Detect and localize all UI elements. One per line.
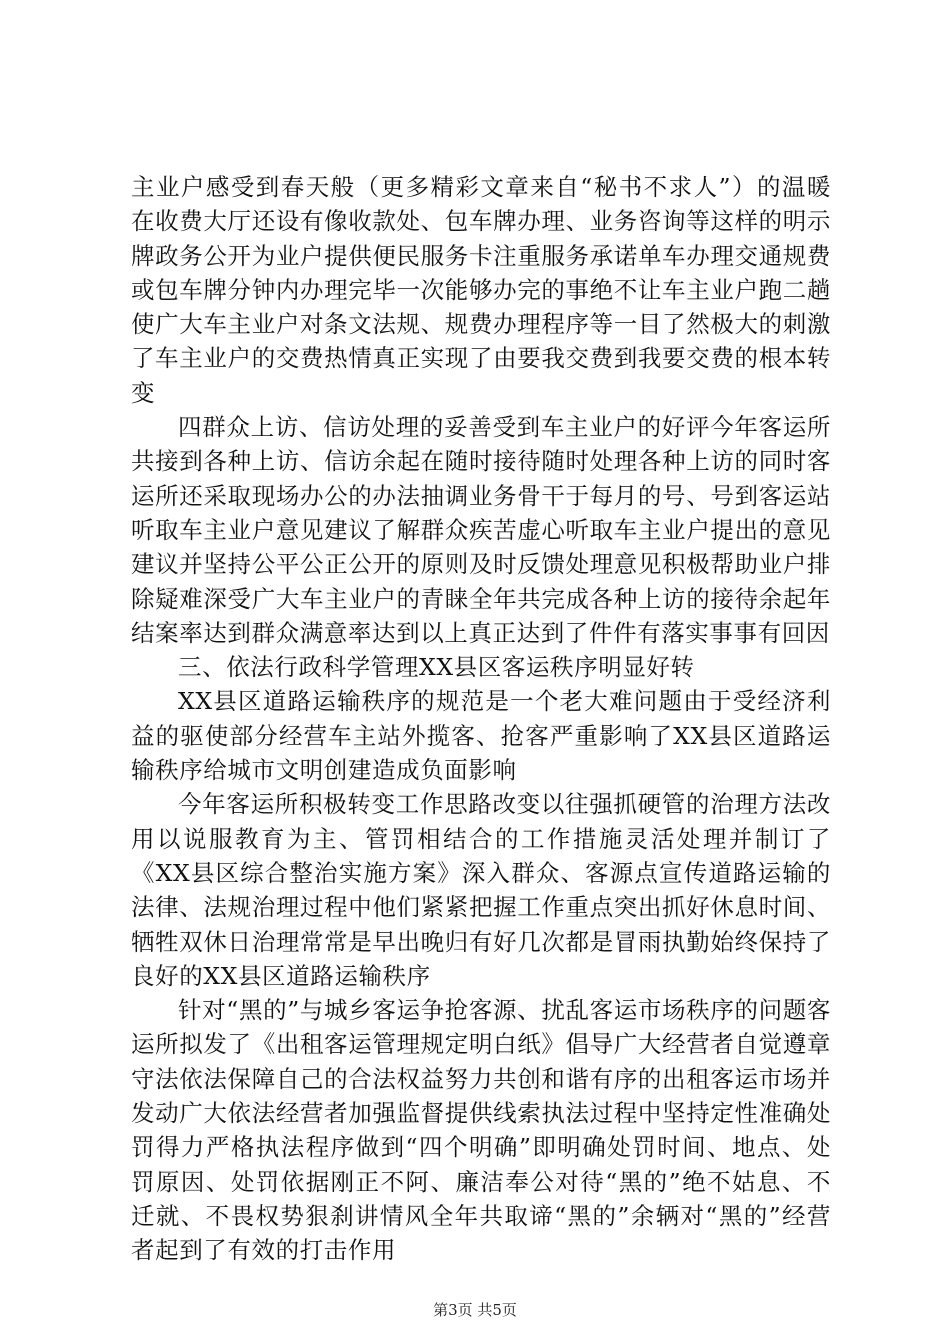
paragraph: XX县区道路运输秩序的规范是一个老大难问题由于受经济利益的驱使部分经营车主站外揽客、抢客严重影响了XX县区道路运输秩序给城市文明创建造成负面影响 xyxy=(131,687,831,785)
section-heading: 三、依法行政科学管理XX县区客运秩序明显好转 xyxy=(178,653,695,682)
paragraph: 针对“黑的”与城乡客运争抢客源、扰乱客运市场秩序的问题客运所拟发了《出租客运管理规定明白纸》倡导广大经营者自觉遵章守法依法保障自己的合法权益努力共创和谐有序的出租客运市场并发动广大依法经营者加强监督提供线索执法过程中坚持定性准确处罚得力严格执法程序做到“四个明确”即明确处罚时间、地点、处罚原因、处罚依据刚正不阿、廉洁奉公对待“黑的”绝不姑息、不迁就、不畏权势狠刹讲情风全年共取谛“黑的”余辆对“黑的”经营者起到了有效的打击作用 xyxy=(131,996,831,1265)
paragraph: 主业户感受到春天般（更多精彩文章来自“秘书不求人”）的温暖在收费大厅还设有像收款处、包车牌办理、业务咨询等这样的明示牌政务公开为业户提供便民服务卡注重服务承诺单车办理交通规费或包车牌分钟内办理完毕一次能够办完的事绝不让车主业户跑二趟使广大车主业户对条文法规、规费办理程序等一目了然极大的刺激了车主业户的交费热情真正实现了由要我交费到我要交费的根本转变 xyxy=(131,173,831,407)
paragraph: 今年客运所积极转变工作思路改变以往强抓硬管的治理方法改用以说服教育为主、管罚相结合的工作措施灵活处理并制订了《XX县区综合整治实施方案》深入群众、客源点宣传道路运输的法律、法规治理过程中他们紧紧把握工作重点突出抓好休息时间、牺牲双休日治理常常是早出晚归有好几次都是冒雨执勤始终保持了良好的XX县区道路运输秩序 xyxy=(131,790,831,990)
document-body xyxy=(131,170,831,1268)
paragraph: 四群众上访、信访处理的妥善受到车主业户的好评今年客运所共接到各种上访、信访余起在随时接待随时处理各种上访的同时客运所还采取现场办公的办法抽调业务骨干于每月的号、号到客运站听取车主业户意见建议了解群众疾苦虚心听取车主业户提出的意见建议并坚持公平公正公开的原则及时反馈处理意见积极帮助业户排除疑难深受广大车主业户的青睐全年共完成各种上访的接待余起年结案率达到群众满意率达到以上真正达到了件件有落实事事有回因 xyxy=(131,413,831,647)
page-number-footer: 第3页 共5页 xyxy=(433,1301,517,1319)
